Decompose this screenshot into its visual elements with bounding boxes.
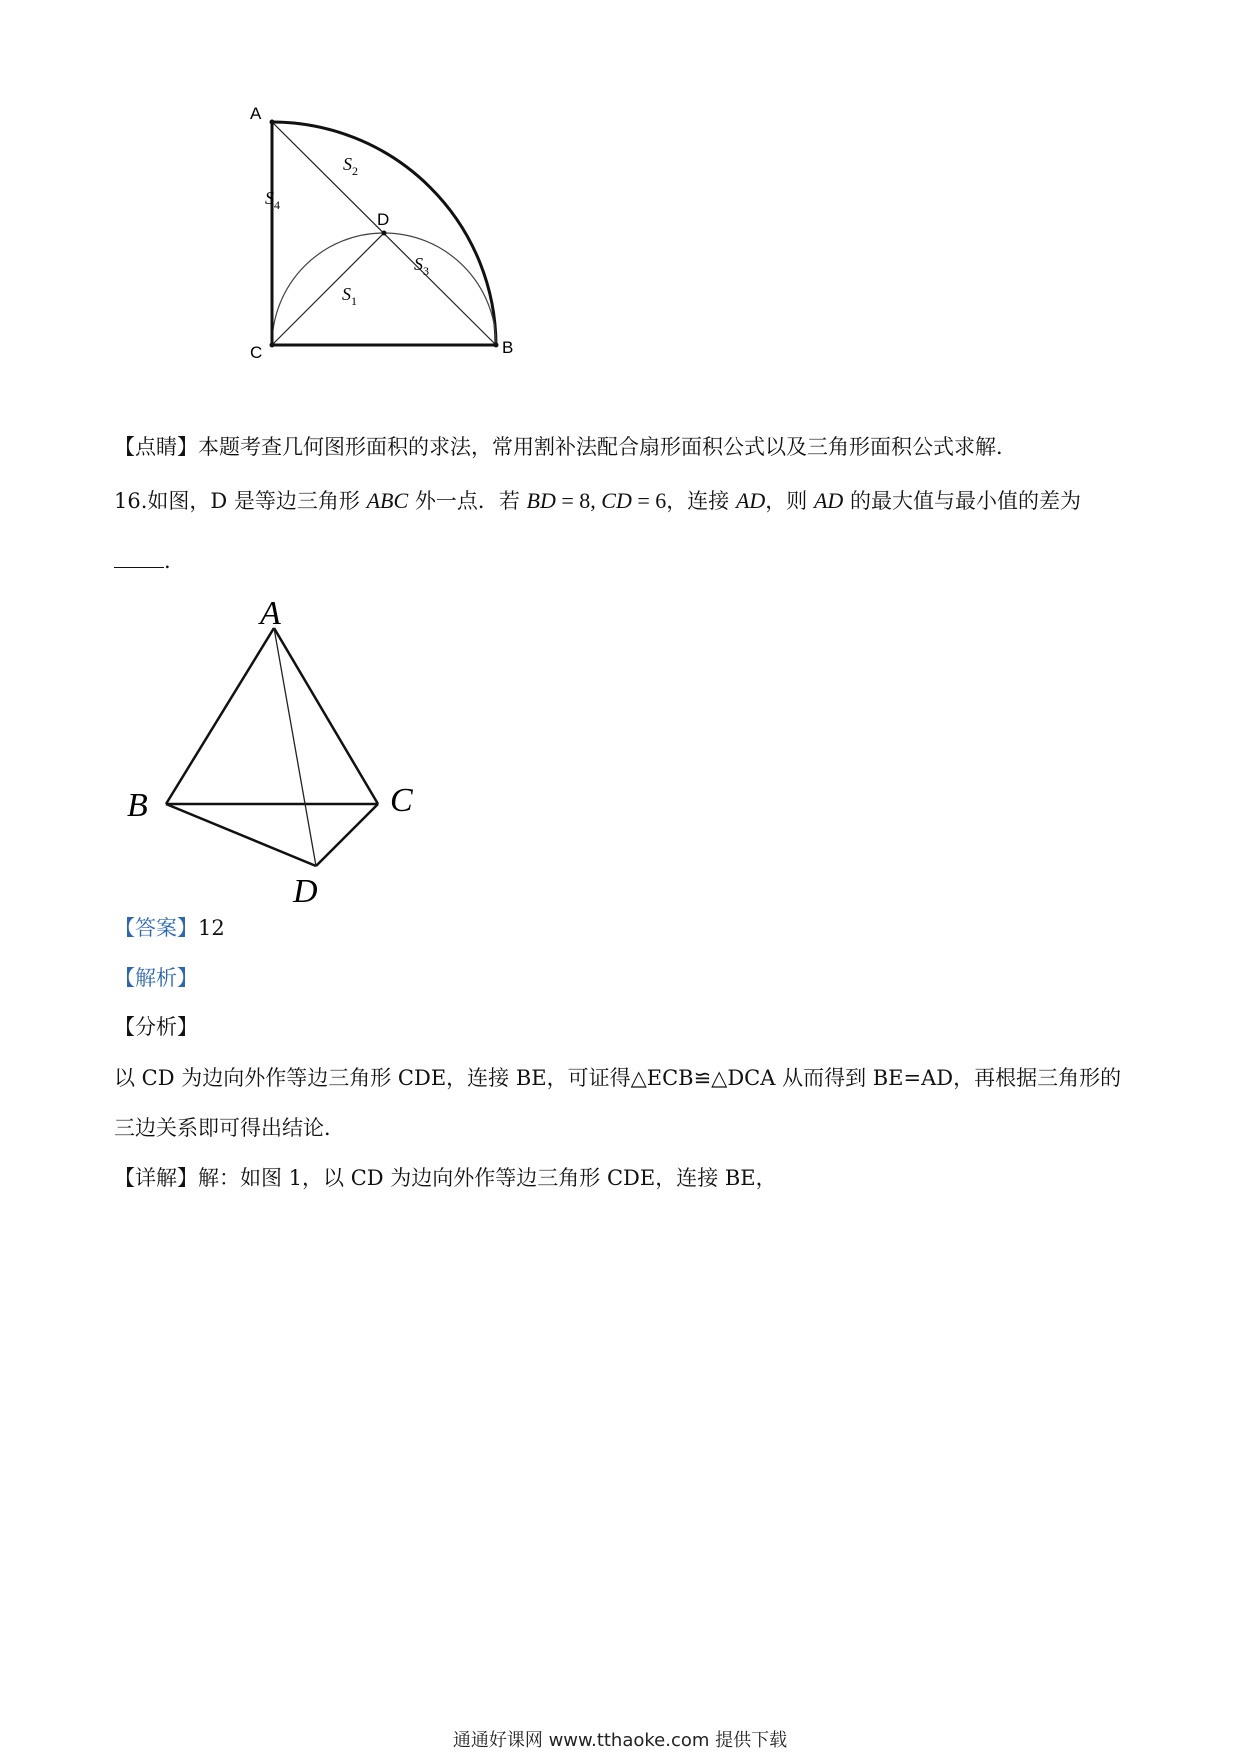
label-s2: $S_2$ <box>343 154 358 178</box>
comment-tag: 【点睛】 <box>114 435 198 459</box>
segment-cd <box>316 804 378 866</box>
sector-figure <box>240 100 560 390</box>
answer-tag: 【答案】 <box>114 916 198 940</box>
label-s3: $S_3$ <box>414 254 429 278</box>
segment-ab <box>166 628 274 804</box>
page-footer <box>0 1726 1240 1752</box>
comment-line <box>114 432 1017 462</box>
detail-line <box>114 1163 777 1193</box>
fenxi-line-1: 以 CD 为边向外作等边三角形 CDE，连接 BE，可证得△ECB≌△DCA 从而得到 BE=AD，再根据三角形的 <box>114 1066 1122 1090</box>
answer-line <box>114 913 225 943</box>
detail-tag: 【详解】 <box>114 1166 198 1190</box>
problem-16-text: 16.如图，D 是等边三角形 ABC 外一点．若 BD = 8, CD = 6，连接 AD，则 AD 的最大值与最小值的差为 <box>114 488 1081 513</box>
semicircle-arc <box>272 233 496 345</box>
detail-text: 解：如图 1，以 CD 为边向外作等边三角形 CDE，连接 BE， <box>198 1166 777 1190</box>
label-s4: $S_4$ <box>265 188 280 212</box>
label-d: D <box>293 873 318 910</box>
label-s1: $S_1$ <box>342 284 357 308</box>
label-a: A <box>260 595 281 632</box>
answer-blank <box>114 547 164 568</box>
problem-16-blank-line: . <box>114 546 171 576</box>
analysis-tag-line <box>114 963 198 993</box>
fenxi-tag: 【分析】 <box>114 1015 198 1039</box>
fenxi-line-2: 三边关系即可得出结论． <box>114 1116 345 1140</box>
label-d: D <box>377 210 390 229</box>
segment-bd <box>166 804 316 866</box>
analysis-tag: 【解析】 <box>114 966 198 990</box>
point-a <box>270 120 275 125</box>
point-b <box>494 343 499 348</box>
label-b: B <box>127 787 148 824</box>
comment-text: 本题考查几何图形面积的求法，常用割补法配合扇形面积公式以及三角形面积公式求解． <box>198 435 1017 459</box>
answer-value: 12 <box>198 916 225 940</box>
point-c <box>270 343 275 348</box>
label-a: A <box>250 104 262 123</box>
fenxi-tag-line <box>114 1012 198 1042</box>
label-c: C <box>250 343 263 362</box>
segment-cd <box>272 233 384 345</box>
point-d <box>382 231 387 236</box>
label-b: B <box>502 338 514 357</box>
triangle-figure <box>120 592 440 912</box>
label-c: C <box>390 782 413 819</box>
footer-text: 通通好课网 www.tthaoke.com 提供下载 <box>452 1730 788 1751</box>
